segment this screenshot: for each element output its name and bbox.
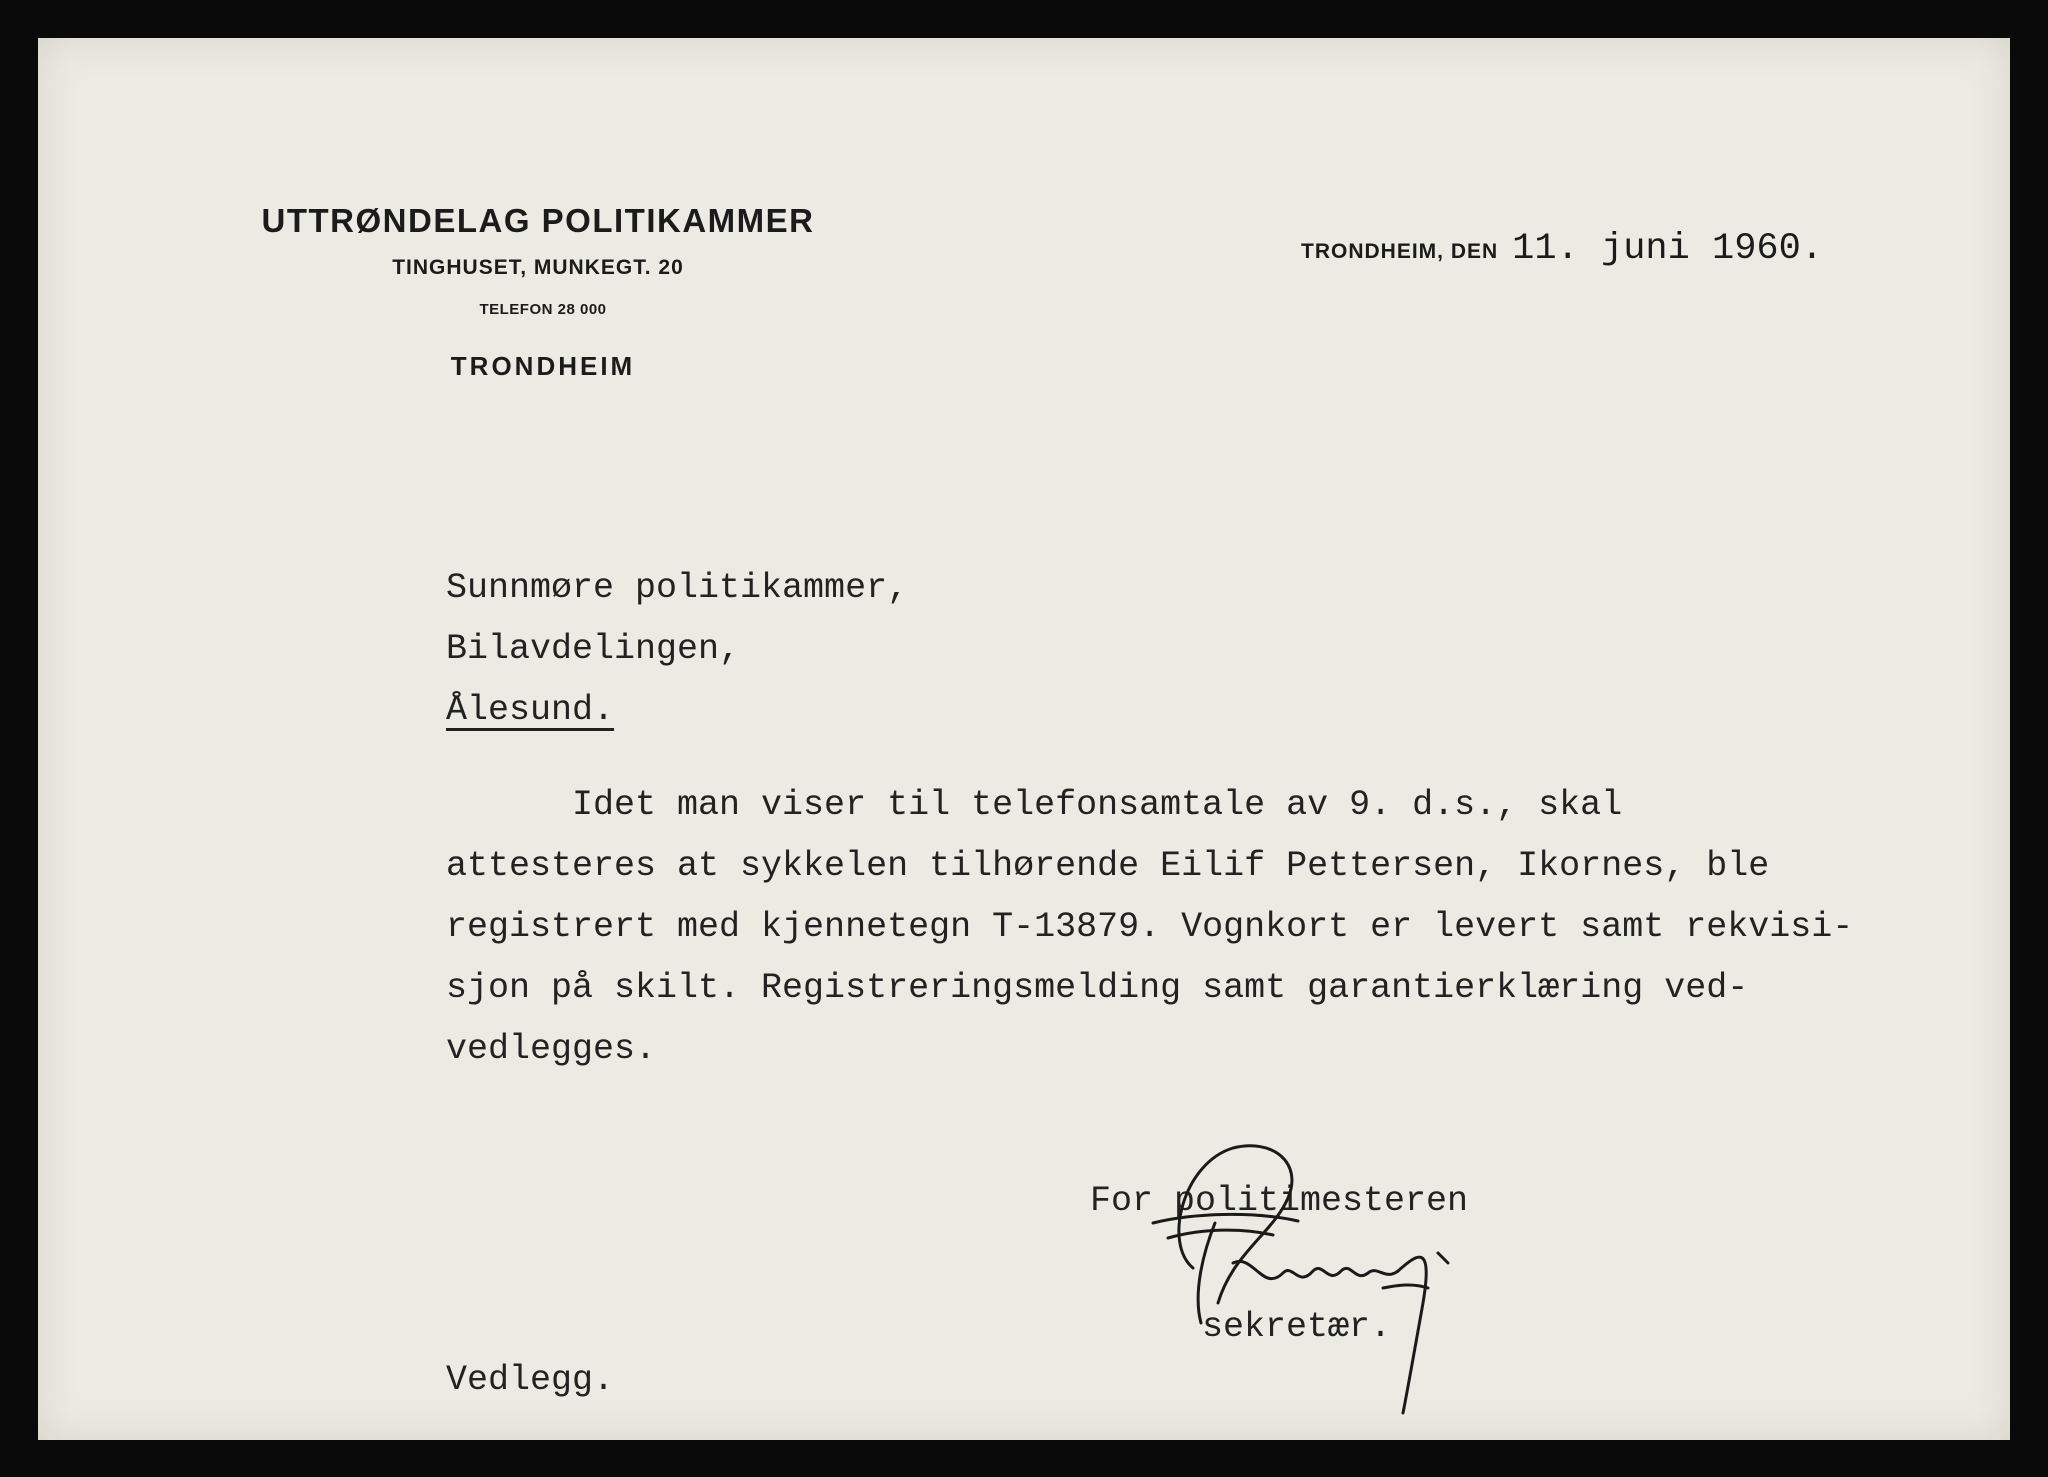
recipient-line: Sunnmøre politikammer, xyxy=(446,568,909,608)
closing-line: For politimesteren xyxy=(1090,1181,1469,1221)
body-line: attesteres at sykkelen tilhørende Eilif Pettersen, Ikornes, ble xyxy=(446,846,1770,886)
place-date-line xyxy=(1301,228,1823,270)
recipient-line: Bilavdelingen, xyxy=(446,629,741,669)
handwritten-signature xyxy=(1123,1103,1503,1423)
recipient-city xyxy=(446,680,908,741)
letterhead-city: TRONDHEIM xyxy=(450,351,636,381)
body-line: sjon på skilt. Registreringsmelding samt garantierklæring ved- xyxy=(446,968,1749,1008)
letter-page xyxy=(38,38,2010,1440)
letterhead-address: TINGHUSET, MUNKEGT. 20 xyxy=(392,256,684,279)
recipient-city-text: Ålesund. xyxy=(446,690,615,730)
body-line: Idet man viser til telefonsamtale av 9. d.s., skal xyxy=(446,785,1623,825)
body-line: vedlegges. xyxy=(446,1029,657,1069)
signer-role: sekretær. xyxy=(1202,1307,1392,1347)
place-label: TRONDHEIM, DEN xyxy=(1301,240,1499,263)
letter-body xyxy=(446,775,1853,1080)
attachment-note: Vedlegg. xyxy=(446,1360,615,1400)
letterhead-organization: UTTRØNDELAG POLITIKAMMER xyxy=(261,202,815,239)
letterhead-phone: TELEFON 28 000 xyxy=(479,301,607,318)
letter-date: 11. juni 1960. xyxy=(1512,228,1824,270)
recipient-block xyxy=(446,558,908,741)
body-line: registrert med kjennetegn T-13879. Vognkort er levert samt rekvisi- xyxy=(446,907,1854,947)
